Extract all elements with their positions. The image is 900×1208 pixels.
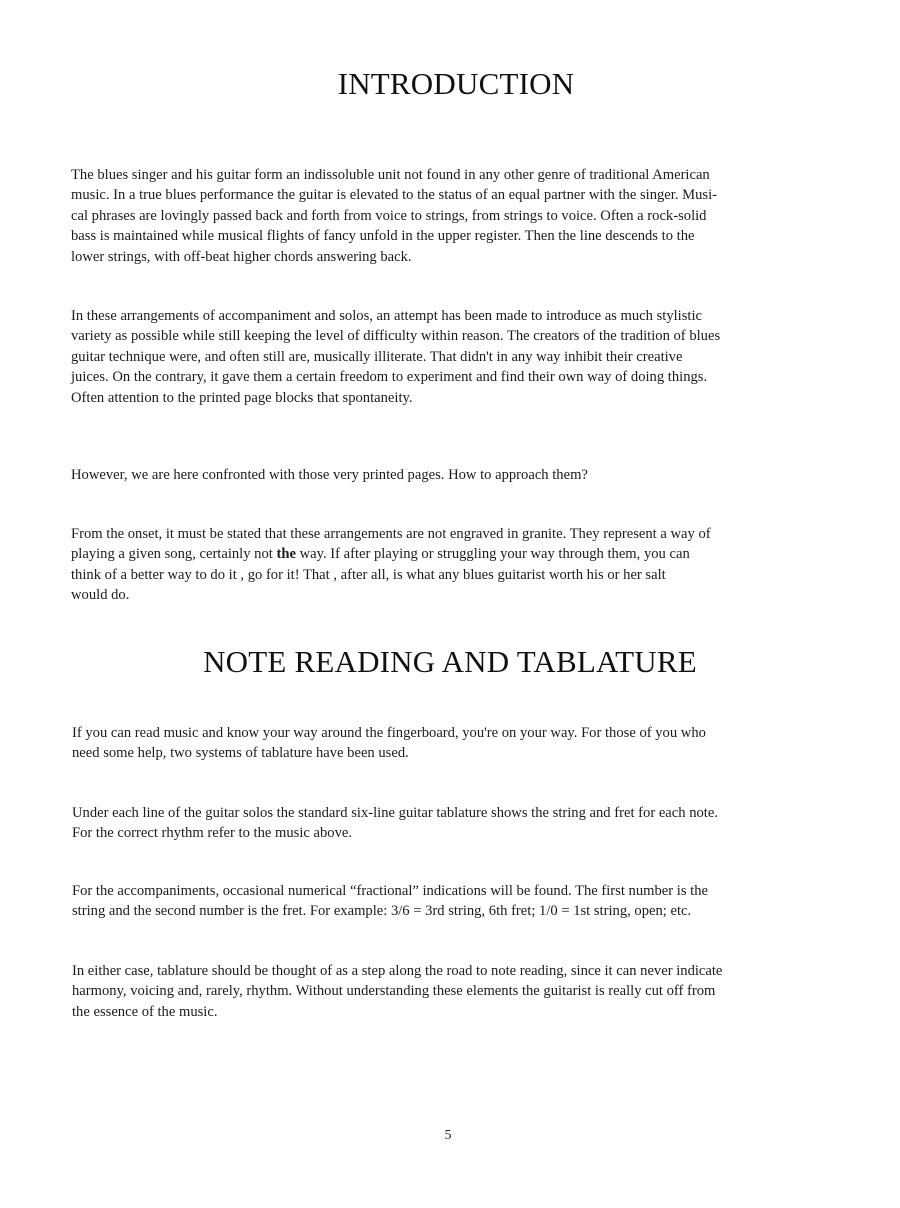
text-line: In either case, tablature should be thought of as a step along the road to note reading, since it can never indicate [72, 963, 723, 979]
text-line: For the correct rhythm refer to the music above. [72, 825, 353, 842]
notes-paragraph-2 [72, 803, 822, 844]
text-line: harmony, voicing and, rarely, rhythm. Without understanding these elements the guitarist is really cut off from [72, 983, 716, 1000]
text-segment: playing a given song, certainly not [71, 546, 277, 563]
text-line: the essence of the music. [72, 1003, 218, 1020]
text-line: need some help, two systems of tablature have been used. [72, 745, 409, 762]
introduction-heading: INTRODUCTION [337, 66, 575, 101]
text-line: From the onset, it must be stated that these arrangements are not engraved in granite. They represent a way of [71, 526, 711, 542]
text-line: bass is maintained while musical flights of fancy unfold in the upper register. Then the line descends to the [71, 228, 695, 245]
text-line: If you can read music and know your way around the fingerboard, you're on your way. For those of you who [72, 725, 706, 741]
emphasis-text: the [276, 546, 296, 563]
text-line: music. In a true blues performance the guitar is elevated to the status of an equal partner with the singer. Musi- [71, 187, 717, 204]
intro-paragraph-3 [71, 465, 821, 485]
text-line: The blues singer and his guitar form an indissoluble unit not found in any other genre of traditional American [71, 167, 710, 183]
text-line: However, we are here confronted with those very printed pages. How to approach them? [71, 467, 588, 483]
notes-paragraph-3 [72, 881, 822, 922]
note-reading-heading: NOTE READING AND TABLATURE [203, 644, 697, 679]
text-line: For the accompaniments, occasional numerical “fractional” indications will be found. The first number is the [72, 883, 708, 899]
intro-paragraph-1 [71, 165, 821, 267]
text-line: lower strings, with off-beat higher chords answering back. [71, 248, 412, 265]
text-line: cal phrases are lovingly passed back and forth from voice to strings, from strings to voice. Often a rock-solid [71, 207, 707, 224]
text-line: juices. On the contrary, it gave them a certain freedom to experiment and find their own way of doing things. [71, 369, 708, 386]
text-line: would do. [71, 587, 130, 604]
intro-paragraph-2 [71, 306, 821, 408]
text-line: think of a better way to do it , go for it! That , after all, is what any blues guitarist worth his or her salt [71, 566, 666, 583]
text-line: In these arrangements of accompaniment and solos, an attempt has been made to introduce as much stylistic [71, 308, 702, 324]
intro-paragraph-4 [71, 524, 821, 606]
text-line: variety as possible while still keeping the level of difficulty within reason. The creators of the tradition of blues [71, 328, 721, 345]
text-line: Often attention to the printed page blocks that spontaneity. [71, 389, 413, 406]
notes-paragraph-4 [72, 961, 822, 1022]
page-number: 5 [444, 1128, 452, 1143]
text-line: guitar technique were, and often still are, musically illiterate. That didn't in any way inhibit their creative [71, 348, 683, 365]
text-line: Under each line of the guitar solos the standard six-line guitar tablature shows the string and fret for each note. [72, 805, 718, 821]
text-segment: way. If after playing or struggling your way through them, you can [295, 546, 690, 563]
text-line: string and the second number is the fret. For example: 3/6 = 3rd string, 6th fret; 1/0 = 1st string, open; etc. [72, 903, 692, 920]
notes-paragraph-1 [72, 723, 822, 764]
text-line [71, 544, 821, 564]
